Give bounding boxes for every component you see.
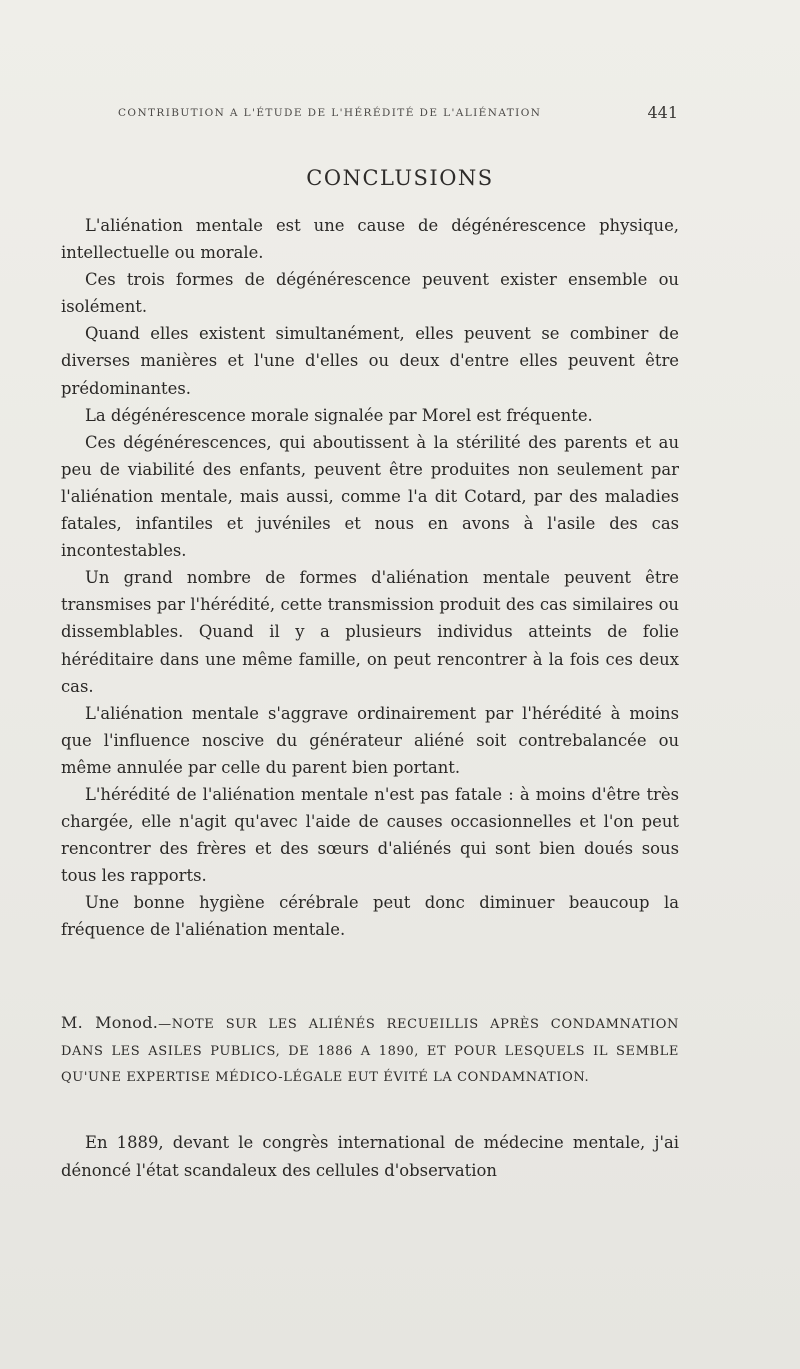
paragraph: Ces trois formes de dégénérescence peuvent exister ensemble ou isolément. — [61, 270, 679, 317]
section-title: CONCLUSIONS — [306, 166, 494, 190]
paragraph: Une bonne hygiène cérébrale peut donc diminuer beaucoup la fréquence de l'aliénation mentale. — [61, 893, 679, 940]
paragraph: La dégénérescence morale signalée par Morel est fréquente. — [85, 405, 593, 425]
running-head — [118, 103, 678, 127]
intro-paragraph: En 1889, devant le congrès international de médecine mentale, j'ai dénoncé l'état scandaleux des cellules d'observation — [61, 1133, 679, 1180]
notice-heading — [61, 1010, 679, 1092]
paragraph: Ces dégénérescences, qui aboutissent à la stérilité des parents et au peu de viabilité des enfants, peuvent être produites non seulement par l'aliénation mentale, mais aussi, comme l'a dit Cotard, par des maladies fatales, infantiles et juvéniles et nous en avons à l'asile des cas incontestables. — [61, 432, 679, 561]
notice-author: M. Monod. — [61, 1013, 159, 1032]
notice-title: —NOTE SUR LES ALIÉNÉS RECUEILLIS APRÈS CONDAMNATION DANS LES ASILES PUBLICS, DE 1886 A 1890, ET POUR LESQUELS IL SEMBLE QU'UNE EXPERTISE MÉDICO-LÉGALE EUT ÉVITÉ LA CONDAMNATION. — [61, 1017, 680, 1085]
notice-intro — [61, 1129, 679, 1184]
page-number: 441 — [647, 103, 678, 122]
paragraph: L'hérédité de l'aliénation mentale n'est pas fatale : à moins d'être très chargée, elle n'agit qu'avec l'aide de causes occasionnelles et l'on peut rencontrer des frères et des sœurs d'aliénés qui sont bien doués sous tous les rapports. — [61, 784, 679, 886]
conclusions-body — [61, 212, 679, 944]
paragraph: L'aliénation mentale est une cause de dégénérescence physique, intellectuelle ou morale. — [61, 216, 679, 263]
paragraph: Quand elles existent simultanément, elles peuvent se combiner de diverses manières et l'une d'elles ou deux d'entre elles peuvent être prédominantes. — [61, 324, 679, 398]
paragraph: Un grand nombre de formes d'aliénation mentale peuvent être transmises par l'hérédité, cette transmission produit des cas similaires ou dissemblables. Quand il y a plusieurs individus atteints de folie héréditaire dans une même famille, on peut rencontrer à la fois ces deux cas. — [61, 568, 679, 696]
running-title: CONTRIBUTION A L'ÉTUDE DE L'HÉRÉDITÉ DE L'ALIÉNATION — [118, 107, 542, 119]
paragraph: L'aliénation mentale s'aggrave ordinairement par l'hérédité à moins que l'influence noscive du générateur aliéné soit contrebalancée ou même annulée par celle du parent bien portant. — [61, 703, 679, 777]
